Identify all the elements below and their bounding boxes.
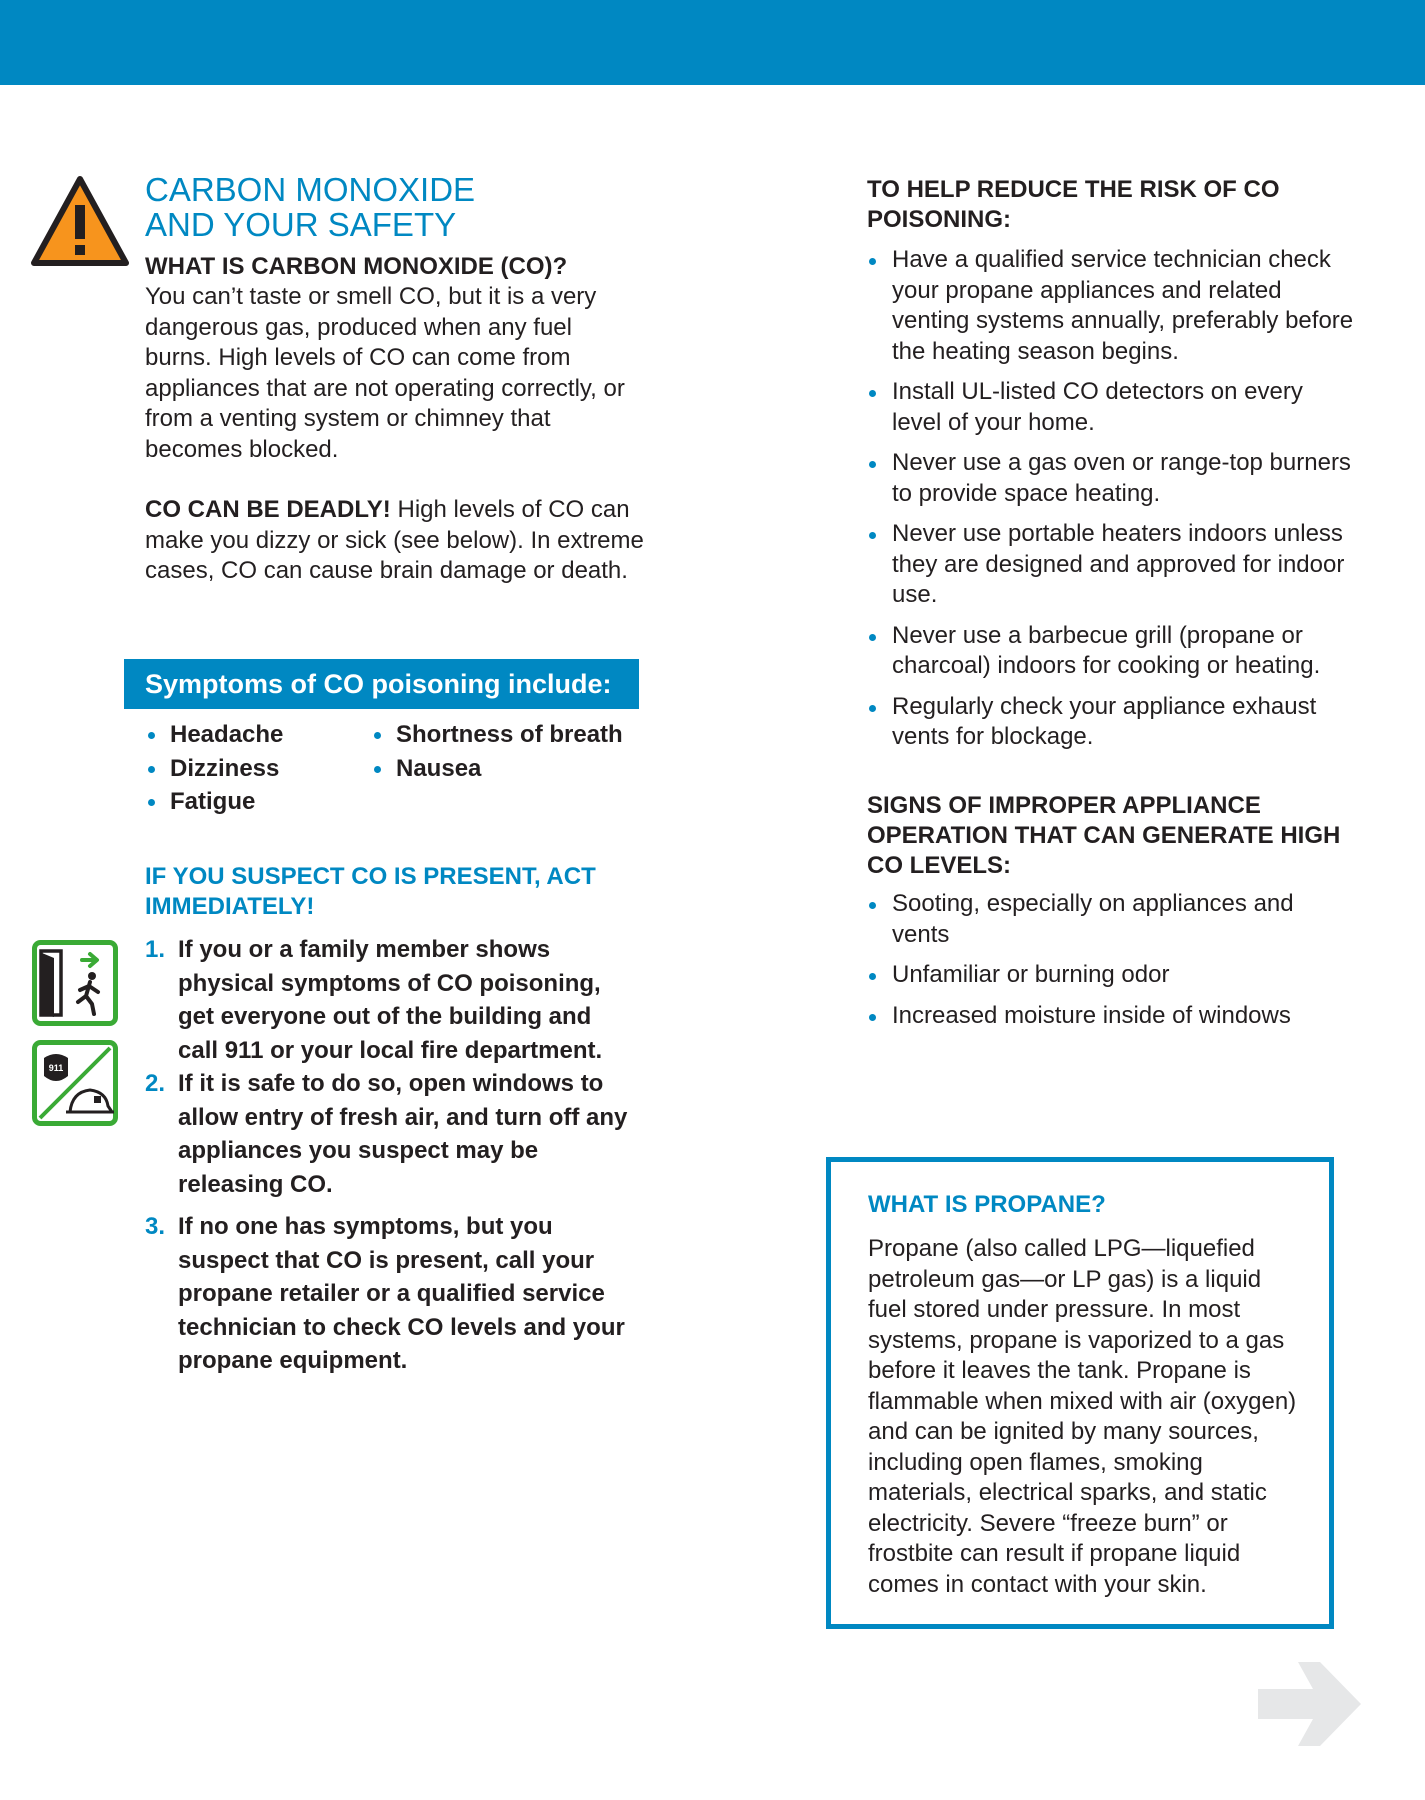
propane-info-box <box>826 1157 1334 1629</box>
symptom-item: Shortness of breath <box>372 718 623 752</box>
action-step-1 <box>145 933 635 1067</box>
reduce-risk-section <box>867 175 1357 763</box>
title-line-2: AND YOUR SAFETY <box>145 206 457 243</box>
list-item: Have a qualified service technician check your propane appliances and related venting systems annually, preferably before the heating season begins. <box>867 245 1357 367</box>
step-text: If no one has symptoms, but you suspect that CO is present, call your propane retailer or a qualified service technician to check CO levels and your propane equipment. <box>178 1213 625 1374</box>
page-title <box>145 172 645 242</box>
top-banner <box>0 0 1425 85</box>
reduce-risk-heading: TO HELP REDUCE THE RISK OF CO POISONING: <box>867 176 1280 233</box>
symptom-item: Dizziness <box>146 752 283 786</box>
co-deadly-paragraph <box>145 495 645 587</box>
signs-heading: SIGNS OF IMPROPER APPLIANCE OPERATION THAT CAN GENERATE HIGH CO LEVELS: <box>867 792 1341 879</box>
what-is-co-heading: WHAT IS CARBON MONOXIDE (CO)? <box>145 253 568 280</box>
symptoms-list-col2 <box>372 718 623 785</box>
list-item: Unfamiliar or burning odor <box>867 960 1357 991</box>
badge-911-label: 911 <box>48 1063 64 1073</box>
signs-section <box>867 791 1357 1041</box>
title-line-1: CARBON MONOXIDE <box>145 171 476 208</box>
next-arrow-icon[interactable] <box>1258 1658 1363 1750</box>
action-step-2 <box>145 1067 635 1201</box>
propane-body: Propane (also called LPG—liquefied petroleum gas—or LP gas) is a liquid fuel stored under pressure. In most systems, propane is vaporized to a gas before it leaves the tank. Propane is flammable when mixed with air (oxygen) and can be ignited by many sources, including open flames, smoking materials, electrical sparks, and static electricity. Severe “freeze burn” or frostbite can result if propane liquid comes in contact with your skin. <box>868 1235 1297 1598</box>
reduce-risk-list <box>867 245 1357 753</box>
signs-list <box>867 889 1357 1031</box>
step-number: 3. <box>145 1213 166 1240</box>
what-is-co-section <box>145 251 645 465</box>
co-deadly-body: High levels of CO can make you dizzy or sick (see below). In extreme cases, CO can cause brain damage or death. <box>145 496 644 584</box>
list-item: Increased moisture inside of windows <box>867 1001 1357 1032</box>
step-number: 1. <box>145 936 166 963</box>
action-step-3 <box>145 1210 635 1378</box>
list-item: Install UL-listed CO detectors on every level of your home. <box>867 377 1357 438</box>
step-number: 2. <box>145 1070 166 1097</box>
fire-department-icon <box>32 1040 118 1126</box>
list-item: Sooting, especially on appliances and vents <box>867 889 1357 950</box>
list-item: Regularly check your appliance exhaust vents for blockage. <box>867 692 1357 753</box>
list-item: Never use a barbecue grill (propane or charcoal) indoors for cooking or heating. <box>867 621 1357 682</box>
propane-heading: WHAT IS PROPANE? <box>868 1191 1106 1218</box>
what-is-co-body: You can’t taste or smell CO, but it is a very dangerous gas, produced when any fuel burns. High levels of CO can come from appliances that are not operating correctly, or from a venting system or chimney that becomes blocked. <box>145 283 625 463</box>
warning-icon <box>30 175 130 267</box>
co-deadly-lead: CO CAN BE DEADLY! <box>145 496 391 523</box>
step-text: If you or a family member shows physical symptoms of CO poisoning, get everyone out of the building and call 911 or your local fire department. <box>178 936 603 1064</box>
list-item: Never use a gas oven or range-top burners to provide space heating. <box>867 448 1357 509</box>
symptoms-list-col1 <box>146 718 283 819</box>
exit-icon <box>32 940 118 1026</box>
list-item: Never use portable heaters indoors unless they are designed and approved for indoor use. <box>867 519 1357 611</box>
step-text: If it is safe to do so, open windows to allow entry of fresh air, and turn off any appliances you suspect may be releasing CO. <box>178 1070 628 1198</box>
co-deadly-section <box>145 495 645 587</box>
symptom-item: Headache <box>146 718 283 752</box>
suspect-heading: IF YOU SUSPECT CO IS PRESENT, ACT IMMEDIATELY! <box>145 863 596 920</box>
symptom-item: Fatigue <box>146 785 283 819</box>
symptoms-heading: Symptoms of CO poisoning include: <box>124 659 639 709</box>
symptom-item: Nausea <box>372 752 623 786</box>
